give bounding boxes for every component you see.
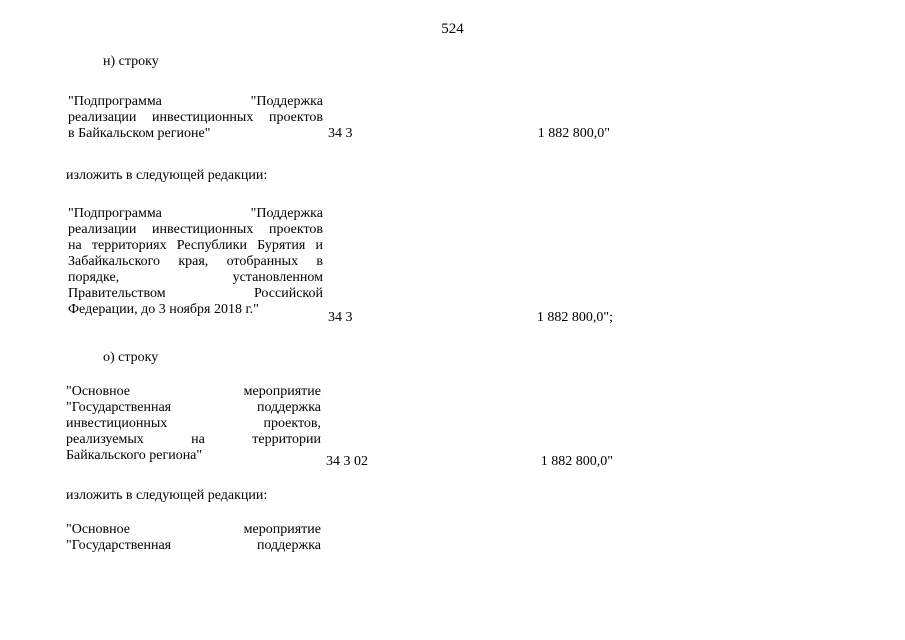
entry-line: инвестиционных проектов, (66, 416, 321, 431)
entry-line: Федерации, до 3 ноября 2018 г." (68, 302, 259, 317)
entry-line: "Подпрограмма "Поддержка (68, 94, 323, 109)
entry-line: "Государственная поддержка (66, 400, 321, 415)
entry-line: "Подпрограмма "Поддержка (68, 206, 323, 221)
entry-line: "Основное мероприятие (66, 522, 321, 537)
page-number: 524 (441, 21, 464, 37)
entry-line: реализации инвестиционных проектов (68, 110, 323, 125)
entry-line: Забайкальского края, отобранных в (68, 254, 323, 269)
entry-line: Правительством Российской (68, 286, 323, 301)
entry-amount: 1 882 800,0" (540, 454, 613, 469)
entry-line: "Государственная поддержка (66, 538, 321, 553)
entry-line: на территориях Республики Бурятия и (68, 238, 323, 253)
section-heading: н) строку (103, 54, 159, 69)
entry-description (66, 522, 321, 554)
entry-line: реализации инвестиционных проектов (68, 222, 323, 237)
entry-code: 34 3 (328, 310, 353, 325)
entry-code: 34 3 (328, 126, 353, 141)
entry-line: реализуемых на территории (66, 432, 321, 447)
entry-code: 34 3 02 (326, 454, 368, 469)
entry-description (68, 206, 323, 318)
entry-amount: 1 882 800,0" (537, 126, 610, 141)
entry-description (66, 384, 321, 464)
instruction-text: изложить в следующей редакции: (66, 488, 268, 503)
entry-amount: 1 882 800,0"; (536, 310, 613, 325)
entry-line: в Байкальском регионе" (68, 126, 211, 141)
entry-line: порядке, установленном (68, 270, 323, 285)
entry-line: "Основное мероприятие (66, 384, 321, 399)
instruction-text: изложить в следующей редакции: (66, 168, 268, 183)
section-heading: о) строку (103, 350, 159, 365)
entry-line: Байкальского региона" (66, 448, 203, 463)
entry-description (68, 94, 323, 142)
